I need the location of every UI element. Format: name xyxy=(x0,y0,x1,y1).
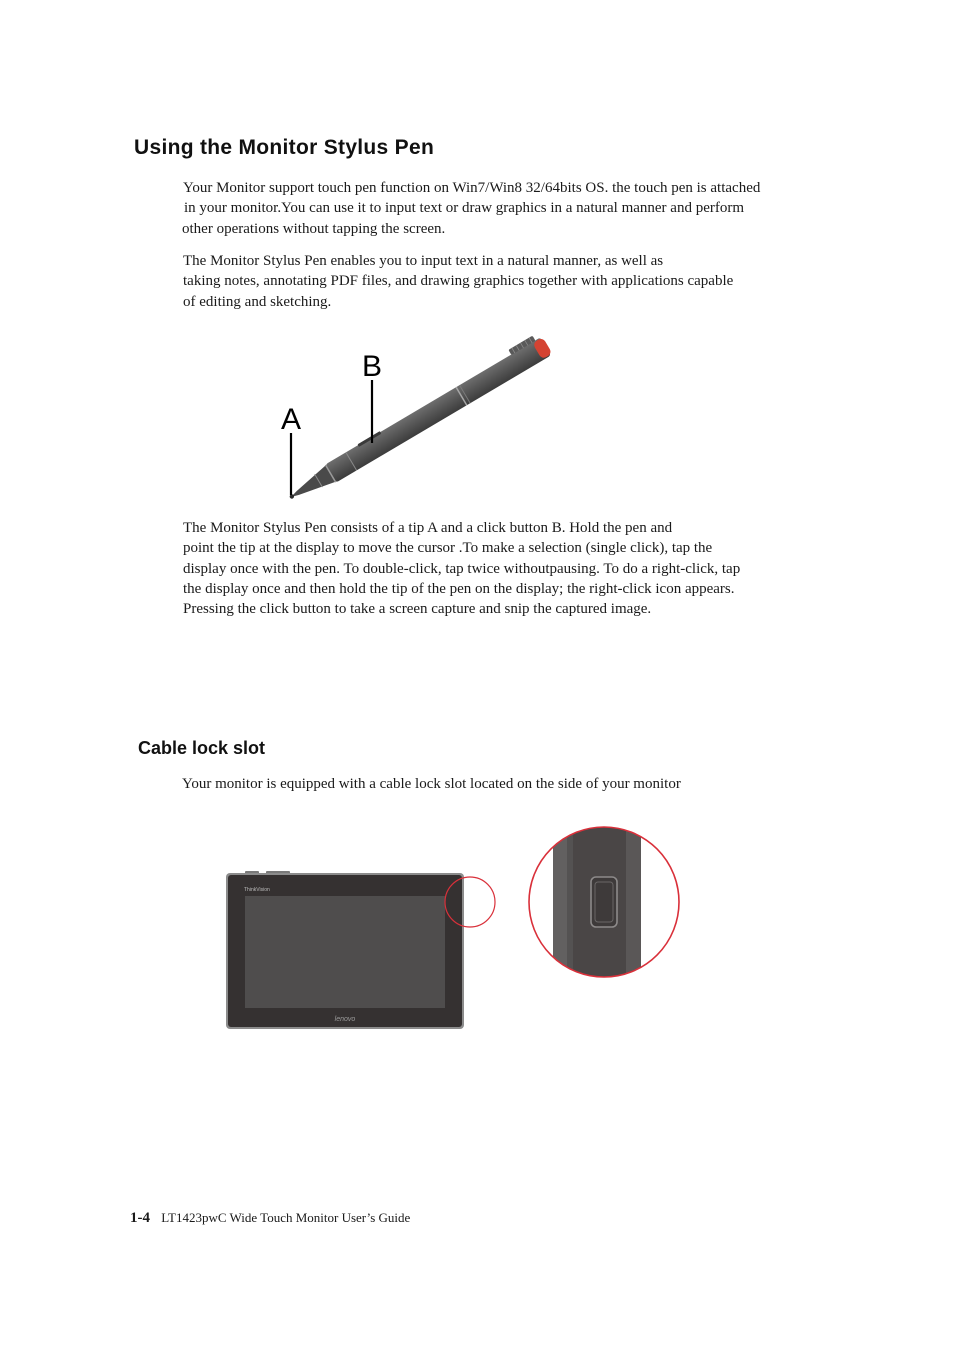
text-line: the display once and then hold the tip of the pen on the display; the right-click icon appears. xyxy=(183,580,735,597)
monitor-illustration xyxy=(220,820,690,1035)
monitor-figure xyxy=(220,820,690,1035)
label-a: A xyxy=(281,403,302,436)
paragraph-pen-usage xyxy=(183,251,853,312)
stylus-pen-illustration xyxy=(270,325,590,510)
paragraph-touch-support xyxy=(183,178,853,239)
cable-lock-zoom-view xyxy=(520,820,690,990)
monitor-brand-bottom: lenovo xyxy=(334,1016,356,1023)
text-line: display once with the pen. To double-click, tap twice withoutpausing. To do a right-click, tap xyxy=(183,560,741,577)
guide-title: LT1423pwC Wide Touch Monitor User’s Guide xyxy=(161,1210,411,1225)
text-line: of editing and sketching. xyxy=(183,293,332,310)
text-line: point the tip at the display to move the cursor .To make a selection (single click), tap the xyxy=(183,540,713,557)
section-heading-cable-lock: Cable lock slot xyxy=(138,738,266,758)
stylus-pen-figure xyxy=(270,325,590,510)
text-line: other operations without tapping the screen. xyxy=(182,220,446,237)
text-line: Your Monitor support touch pen function on Win7/Win8 32/64bits OS. the touch pen is attached xyxy=(183,180,761,196)
text-line: The Monitor Stylus Pen consists of a tip A and a click button B. Hold the pen and xyxy=(183,520,673,536)
text-line: in your monitor.You can use it to input text or draw graphics in a natural manner and perform xyxy=(184,200,745,217)
monitor-brand-top: ThinkVision xyxy=(244,887,270,893)
monitor-screen xyxy=(245,896,445,1008)
paragraph-cable-lock xyxy=(182,774,852,794)
text-line: Your monitor is equipped with a cable lock slot located on the side of your monitor xyxy=(182,776,681,792)
text-line: taking notes, annotating PDF files, and drawing graphics together with applications capable xyxy=(183,273,734,290)
label-b: B xyxy=(362,350,383,383)
section-heading-stylus-pen: Using the Monitor Stylus Pen xyxy=(134,136,435,159)
page-number: 1-4 xyxy=(130,1210,150,1226)
page-footer xyxy=(130,1210,410,1227)
paragraph-pen-operation xyxy=(183,518,853,619)
text-line: The Monitor Stylus Pen enables you to input text in a natural manner, as well as xyxy=(183,253,664,269)
text-line: Pressing the click button to take a screen capture and snip the captured image. xyxy=(183,601,652,618)
pen-body xyxy=(325,337,551,482)
